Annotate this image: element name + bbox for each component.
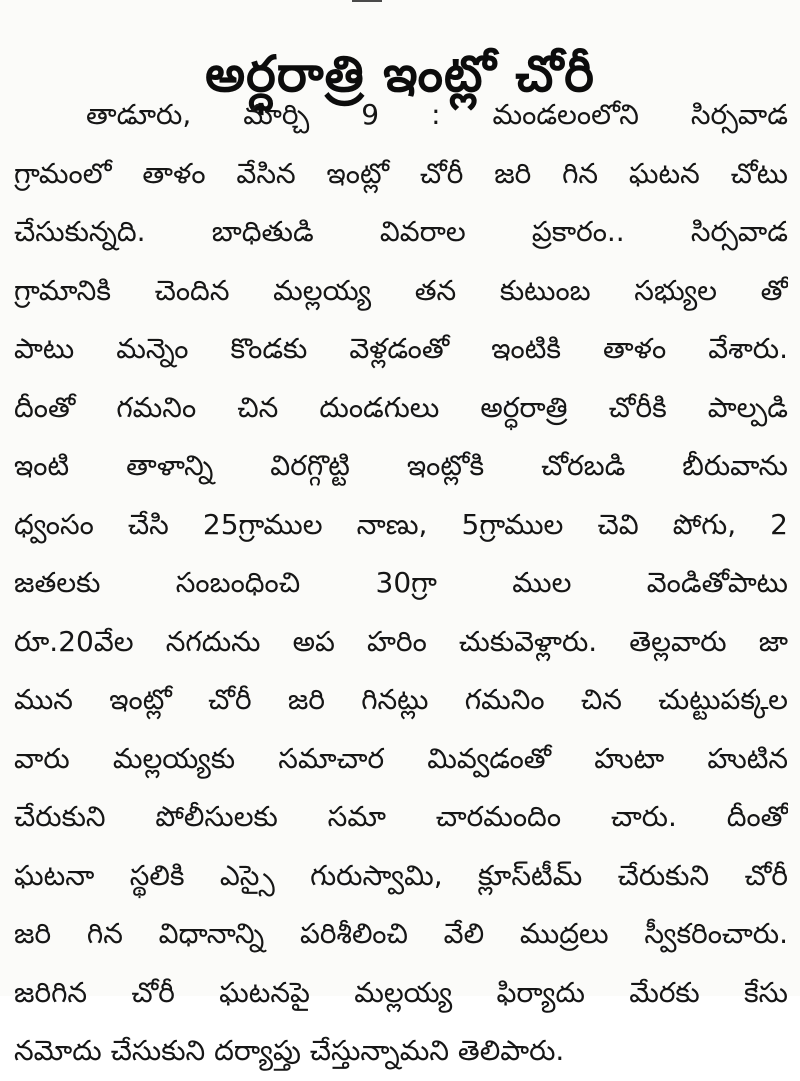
body-line: జరి గిన విధానాన్ని పరిశీలించి వేలి ముద్రలు స్వీకరించారు.: [14, 917, 788, 950]
article-body: [14, 86, 788, 1081]
body-line: వారు మల్లయ్యకు సమాచార మివ్వడంతో హుటా హుటిన: [14, 741, 788, 775]
body-line: తాడూరు, మార్చి 9 : మండలంలోని సిర్సవాడ: [86, 98, 788, 131]
column-rule-mark: [352, 0, 382, 8]
body-line: రూ.20వేల నగదును అప హరిం చుకువెళ్లారు. తెల్లవారు జా: [14, 624, 788, 658]
body-line: ఇంటి తాళాన్ని విరగ్గొట్టి ఇంట్లోకి చోరబడి బీరువాను: [14, 449, 788, 482]
body-line: ధ్వంసం చేసి 25గ్రాముల నాణు, 5గ్రాముల చెవి పోగు, 2: [14, 507, 788, 541]
body-line: గ్రామంలో తాళం వేసిన ఇంట్లో చోరీ జరి గిన ఘటన చోటు: [14, 156, 788, 190]
body-line: పాటు మన్నెం కొండకు వెళ్లడంతో ఇంటికి తాళం వేశారు.: [14, 332, 788, 365]
body-line: గ్రామానికి చెందిన మల్లయ్య తన కుటుంబ సభ్యుల తో: [14, 273, 788, 307]
body-line: మున ఇంట్లో చోరీ జరి గినట్లు గమనిం చిన చుట్టుపక్కల: [14, 683, 788, 716]
body-line: జరిగిన చోరీ ఘటనపై మల్లయ్య ఫిర్యాదు మేరకు కేసు: [14, 975, 788, 1009]
body-line: చేసుకున్నది. బాధితుడి వివరాల ప్రకారం.. సిర్సవాడ: [14, 215, 788, 248]
headline: అర్ధరాత్రి ఇంట్లో చోరీ: [205, 44, 595, 103]
body-line: దీంతో గమనిం చిన దుండగులు అర్ధరాత్రి చోరీకి పాల్పడి: [14, 390, 788, 424]
body-line: జతలకు సంబంధించి 30గ్రా ముల వెండితోపాటు: [14, 566, 788, 599]
body-line: నమోదు చేసుకుని దర్యాప్తు చేస్తున్నామని తెలిపారు.: [14, 1034, 565, 1067]
body-line: చేరుకుని పోలీసులకు సమా చారమందిం చారు. దీంతో: [14, 800, 788, 833]
body-line: ఘటనా స్థలికి ఎస్సై గురుస్వామి, క్లూస్‌టీమ్ చేరుకుని చోరీ: [14, 858, 788, 892]
